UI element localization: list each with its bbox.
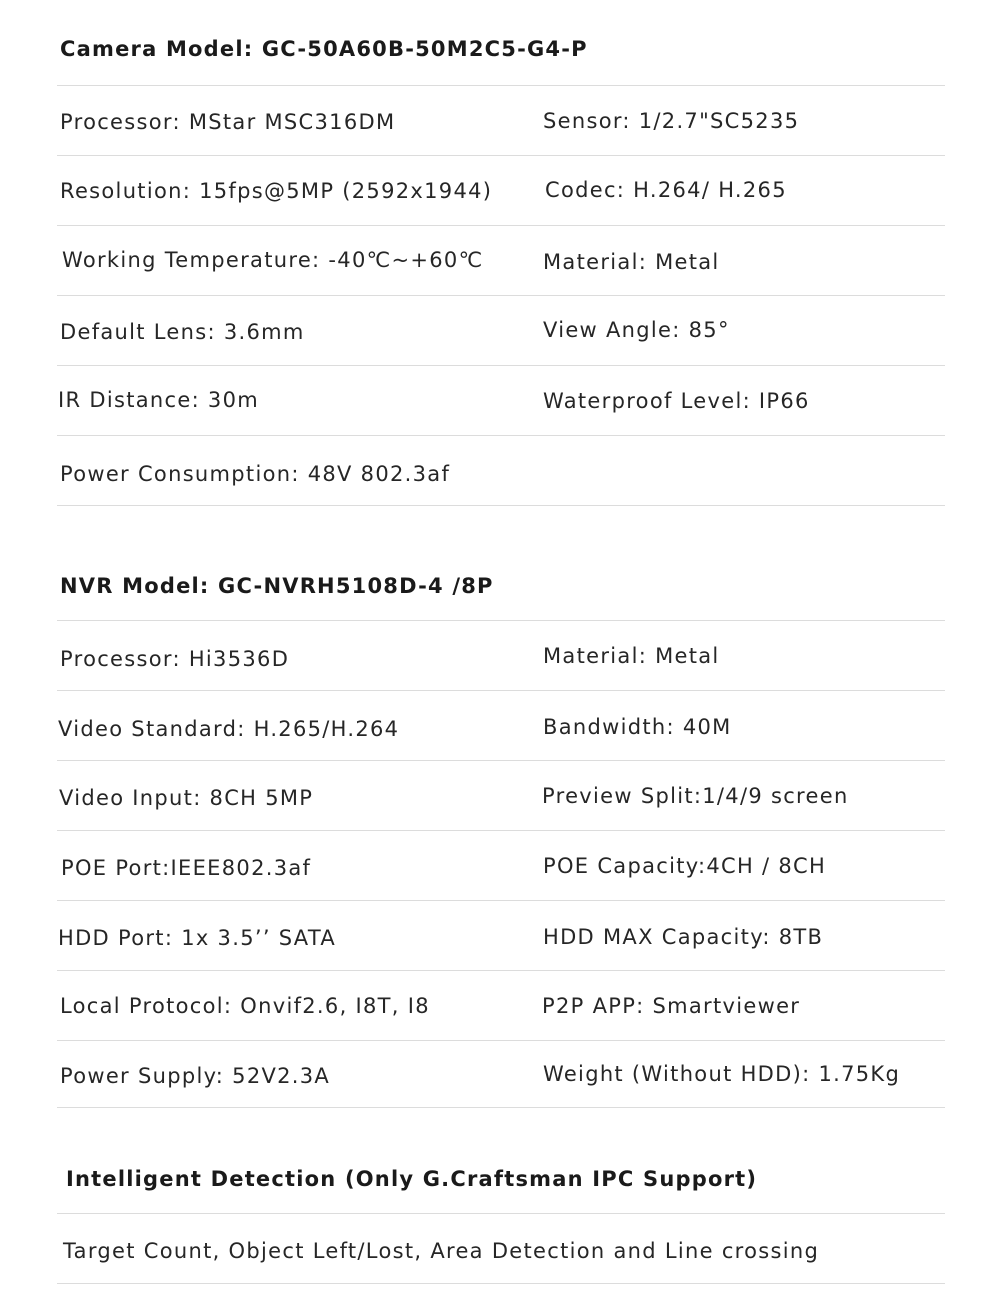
divider: [57, 760, 945, 761]
spec-sensor: Sensor: 1/2.7"SC5235: [543, 109, 800, 133]
divider: [57, 1213, 945, 1214]
spec-poe-capacity: POE Capacity:4CH / 8CH: [543, 854, 827, 878]
spec-ir-distance: IR Distance: 30m: [58, 388, 260, 412]
divider: [57, 970, 945, 971]
spec-video-standard: Video Standard: H.265/H.264: [58, 717, 400, 741]
spec-power-consumption: Power Consumption: 48V 802.3af: [60, 462, 451, 486]
spec-p2p-app: P2P APP: Smartviewer: [542, 994, 801, 1018]
spec-waterproof-level: Waterproof Level: IP66: [543, 389, 810, 413]
spec-view-angle: View Angle: 85°: [543, 318, 730, 342]
divider: [57, 225, 945, 226]
spec-power-supply: Power Supply: 52V2.3A: [60, 1064, 331, 1088]
divider: [57, 365, 945, 366]
divider: [57, 1107, 945, 1108]
spec-codec: Codec: H.264/ H.265: [545, 178, 787, 202]
spec-hdd-max-capacity: HDD MAX Capacity: 8TB: [543, 925, 824, 949]
divider: [57, 85, 945, 86]
divider: [57, 830, 945, 831]
spec-weight: Weight (Without HDD): 1.75Kg: [543, 1062, 901, 1086]
divider: [57, 1283, 945, 1284]
spec-resolution: Resolution: 15fps@5MP (2592x1944): [60, 179, 493, 203]
divider: [57, 155, 945, 156]
divider: [57, 1040, 945, 1041]
spec-local-protocol: Local Protocol: Onvif2.6, I8T, I8: [60, 994, 430, 1018]
spec-bandwidth: Bandwidth: 40M: [543, 715, 732, 739]
spec-poe-port: POE Port:IEEE802.3af: [61, 856, 312, 880]
spec-nvr-processor: Processor: Hi3536D: [60, 647, 290, 671]
divider: [57, 900, 945, 901]
detection-features: Target Count, Object Left/Lost, Area Detection and Line crossing: [63, 1239, 820, 1263]
divider: [57, 295, 945, 296]
spec-hdd-port: HDD Port: 1x 3.5’’ SATA: [58, 926, 336, 950]
nvr-heading: NVR Model: GC-NVRH5108D-4 /8P: [60, 574, 494, 598]
spec-nvr-material: Material: Metal: [543, 644, 720, 668]
spec-video-input: Video Input: 8CH 5MP: [59, 786, 314, 810]
spec-processor: Processor: MStar MSC316DM: [60, 110, 396, 134]
spec-material: Material: Metal: [543, 250, 720, 274]
divider: [57, 620, 945, 621]
detection-heading: Intelligent Detection (Only G.Craftsman IPC Support): [66, 1167, 758, 1191]
divider: [57, 505, 945, 506]
camera-heading: Camera Model: GC-50A60B-50M2C5-G4-P: [60, 37, 588, 61]
divider: [57, 690, 945, 691]
spec-working-temperature: Working Temperature: -40℃~+60℃: [62, 248, 484, 272]
spec-default-lens: Default Lens: 3.6mm: [60, 320, 305, 344]
divider: [57, 435, 945, 436]
spec-preview-split: Preview Split:1/4/9 screen: [542, 784, 849, 808]
